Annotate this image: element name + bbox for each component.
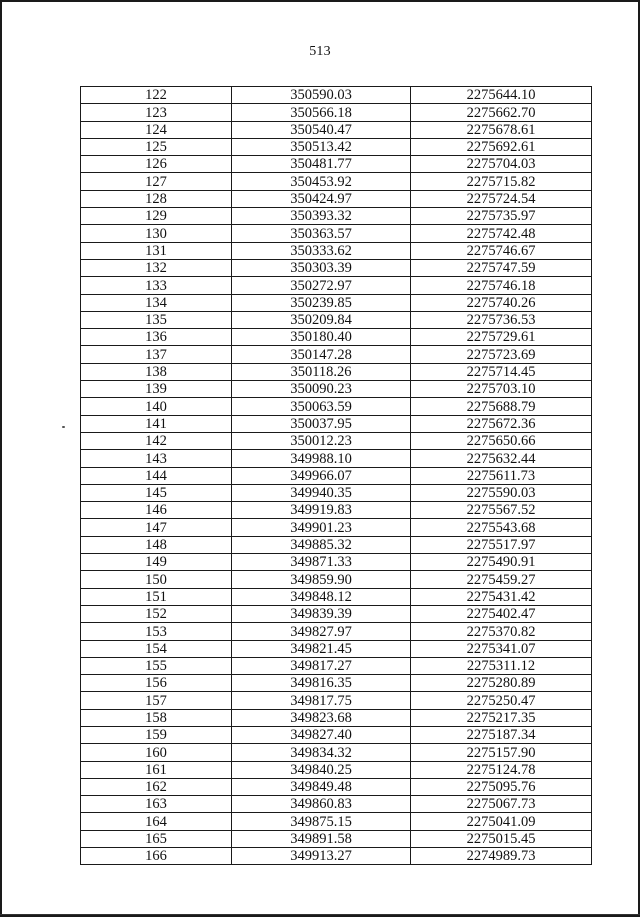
y-coordinate-cell: 2275217.35 bbox=[411, 709, 592, 726]
x-coordinate-cell: 349821.45 bbox=[232, 640, 411, 657]
y-coordinate-cell: 2275431.42 bbox=[411, 588, 592, 605]
y-coordinate-cell: 2275688.79 bbox=[411, 398, 592, 415]
point-number-cell: 160 bbox=[81, 744, 232, 761]
table-row bbox=[81, 381, 592, 398]
y-coordinate-cell: 2275124.78 bbox=[411, 761, 592, 778]
y-coordinate-cell: 2275095.76 bbox=[411, 778, 592, 795]
table-row bbox=[81, 104, 592, 121]
table-row bbox=[81, 813, 592, 830]
y-coordinate-cell: 2275724.54 bbox=[411, 190, 592, 207]
x-coordinate-cell: 350209.84 bbox=[232, 311, 411, 328]
x-coordinate-cell: 349816.35 bbox=[232, 675, 411, 692]
y-coordinate-cell: 2275041.09 bbox=[411, 813, 592, 830]
table-row bbox=[81, 848, 592, 865]
table-row bbox=[81, 778, 592, 795]
table-row bbox=[81, 259, 592, 276]
y-coordinate-cell: 2275723.69 bbox=[411, 346, 592, 363]
point-number-cell: 140 bbox=[81, 398, 232, 415]
y-coordinate-cell: 2275746.67 bbox=[411, 242, 592, 259]
y-coordinate-cell: 2275703.10 bbox=[411, 381, 592, 398]
x-coordinate-cell: 350180.40 bbox=[232, 329, 411, 346]
table-row bbox=[81, 450, 592, 467]
y-coordinate-cell: 2275370.82 bbox=[411, 623, 592, 640]
table-row bbox=[81, 692, 592, 709]
table-row bbox=[81, 519, 592, 536]
table-row bbox=[81, 675, 592, 692]
coordinates-table-body bbox=[81, 87, 592, 865]
y-coordinate-cell: 2275015.45 bbox=[411, 830, 592, 847]
table-row bbox=[81, 242, 592, 259]
point-number-cell: 164 bbox=[81, 813, 232, 830]
x-coordinate-cell: 350037.95 bbox=[232, 415, 411, 432]
point-number-cell: 150 bbox=[81, 571, 232, 588]
x-coordinate-cell: 350272.97 bbox=[232, 277, 411, 294]
y-coordinate-cell: 2275704.03 bbox=[411, 156, 592, 173]
x-coordinate-cell: 349840.25 bbox=[232, 761, 411, 778]
x-coordinate-cell: 349919.83 bbox=[232, 502, 411, 519]
table-row bbox=[81, 329, 592, 346]
point-number-cell: 149 bbox=[81, 554, 232, 571]
table-row bbox=[81, 190, 592, 207]
x-coordinate-cell: 349827.97 bbox=[232, 623, 411, 640]
x-coordinate-cell: 349849.48 bbox=[232, 778, 411, 795]
coordinates-table bbox=[80, 86, 592, 865]
point-number-cell: 145 bbox=[81, 484, 232, 501]
y-coordinate-cell: 2275662.70 bbox=[411, 104, 592, 121]
table-row bbox=[81, 415, 592, 432]
x-coordinate-cell: 350393.32 bbox=[232, 208, 411, 225]
point-number-cell: 131 bbox=[81, 242, 232, 259]
point-number-cell: 127 bbox=[81, 173, 232, 190]
table-row bbox=[81, 744, 592, 761]
y-coordinate-cell: 2275714.45 bbox=[411, 363, 592, 380]
table-row bbox=[81, 502, 592, 519]
x-coordinate-cell: 349834.32 bbox=[232, 744, 411, 761]
x-coordinate-cell: 350147.28 bbox=[232, 346, 411, 363]
x-coordinate-cell: 350333.62 bbox=[232, 242, 411, 259]
scan-speck bbox=[62, 426, 65, 428]
table-row bbox=[81, 121, 592, 138]
point-number-cell: 146 bbox=[81, 502, 232, 519]
point-number-cell: 156 bbox=[81, 675, 232, 692]
x-coordinate-cell: 350540.47 bbox=[232, 121, 411, 138]
y-coordinate-cell: 2275402.47 bbox=[411, 605, 592, 622]
point-number-cell: 137 bbox=[81, 346, 232, 363]
table-row bbox=[81, 709, 592, 726]
point-number-cell: 154 bbox=[81, 640, 232, 657]
point-number-cell: 161 bbox=[81, 761, 232, 778]
y-coordinate-cell: 2275611.73 bbox=[411, 467, 592, 484]
x-coordinate-cell: 349891.58 bbox=[232, 830, 411, 847]
x-coordinate-cell: 349885.32 bbox=[232, 536, 411, 553]
x-coordinate-cell: 350090.23 bbox=[232, 381, 411, 398]
y-coordinate-cell: 2275187.34 bbox=[411, 726, 592, 743]
point-number-cell: 162 bbox=[81, 778, 232, 795]
point-number-cell: 136 bbox=[81, 329, 232, 346]
x-coordinate-cell: 350481.77 bbox=[232, 156, 411, 173]
y-coordinate-cell: 2275341.07 bbox=[411, 640, 592, 657]
table-row bbox=[81, 432, 592, 449]
y-coordinate-cell: 2274989.73 bbox=[411, 848, 592, 865]
x-coordinate-cell: 349901.23 bbox=[232, 519, 411, 536]
y-coordinate-cell: 2275735.97 bbox=[411, 208, 592, 225]
y-coordinate-cell: 2275736.53 bbox=[411, 311, 592, 328]
point-number-cell: 133 bbox=[81, 277, 232, 294]
x-coordinate-cell: 350363.57 bbox=[232, 225, 411, 242]
point-number-cell: 166 bbox=[81, 848, 232, 865]
table-row bbox=[81, 536, 592, 553]
y-coordinate-cell: 2275746.18 bbox=[411, 277, 592, 294]
point-number-cell: 165 bbox=[81, 830, 232, 847]
table-row bbox=[81, 225, 592, 242]
x-coordinate-cell: 350063.59 bbox=[232, 398, 411, 415]
x-coordinate-cell: 349839.39 bbox=[232, 605, 411, 622]
table-row bbox=[81, 363, 592, 380]
table-row bbox=[81, 138, 592, 155]
table-row bbox=[81, 467, 592, 484]
y-coordinate-cell: 2275632.44 bbox=[411, 450, 592, 467]
y-coordinate-cell: 2275590.03 bbox=[411, 484, 592, 501]
x-coordinate-cell: 349940.35 bbox=[232, 484, 411, 501]
table-row bbox=[81, 605, 592, 622]
x-coordinate-cell: 350303.39 bbox=[232, 259, 411, 276]
x-coordinate-cell: 349859.90 bbox=[232, 571, 411, 588]
x-coordinate-cell: 350118.26 bbox=[232, 363, 411, 380]
x-coordinate-cell: 350453.92 bbox=[232, 173, 411, 190]
point-number-cell: 124 bbox=[81, 121, 232, 138]
table-row bbox=[81, 623, 592, 640]
table-row bbox=[81, 830, 592, 847]
point-number-cell: 128 bbox=[81, 190, 232, 207]
y-coordinate-cell: 2275067.73 bbox=[411, 796, 592, 813]
point-number-cell: 158 bbox=[81, 709, 232, 726]
y-coordinate-cell: 2275311.12 bbox=[411, 657, 592, 674]
y-coordinate-cell: 2275490.91 bbox=[411, 554, 592, 571]
point-number-cell: 157 bbox=[81, 692, 232, 709]
point-number-cell: 122 bbox=[81, 87, 232, 104]
x-coordinate-cell: 349817.27 bbox=[232, 657, 411, 674]
point-number-cell: 139 bbox=[81, 381, 232, 398]
table-row bbox=[81, 294, 592, 311]
point-number-cell: 155 bbox=[81, 657, 232, 674]
x-coordinate-cell: 349848.12 bbox=[232, 588, 411, 605]
table-row bbox=[81, 346, 592, 363]
x-coordinate-cell: 349871.33 bbox=[232, 554, 411, 571]
bottom-rule bbox=[0, 914, 640, 915]
y-coordinate-cell: 2275747.59 bbox=[411, 259, 592, 276]
point-number-cell: 123 bbox=[81, 104, 232, 121]
table-row bbox=[81, 208, 592, 225]
point-number-cell: 129 bbox=[81, 208, 232, 225]
y-coordinate-cell: 2275543.68 bbox=[411, 519, 592, 536]
point-number-cell: 135 bbox=[81, 311, 232, 328]
y-coordinate-cell: 2275672.36 bbox=[411, 415, 592, 432]
point-number-cell: 141 bbox=[81, 415, 232, 432]
x-coordinate-cell: 349817.75 bbox=[232, 692, 411, 709]
point-number-cell: 152 bbox=[81, 605, 232, 622]
y-coordinate-cell: 2275280.89 bbox=[411, 675, 592, 692]
point-number-cell: 125 bbox=[81, 138, 232, 155]
table-row bbox=[81, 571, 592, 588]
y-coordinate-cell: 2275250.47 bbox=[411, 692, 592, 709]
y-coordinate-cell: 2275715.82 bbox=[411, 173, 592, 190]
table-row bbox=[81, 173, 592, 190]
table-row bbox=[81, 484, 592, 501]
point-number-cell: 142 bbox=[81, 432, 232, 449]
y-coordinate-cell: 2275650.66 bbox=[411, 432, 592, 449]
point-number-cell: 163 bbox=[81, 796, 232, 813]
point-number-cell: 138 bbox=[81, 363, 232, 380]
x-coordinate-cell: 349966.07 bbox=[232, 467, 411, 484]
x-coordinate-cell: 349823.68 bbox=[232, 709, 411, 726]
x-coordinate-cell: 349988.10 bbox=[232, 450, 411, 467]
x-coordinate-cell: 350012.23 bbox=[232, 432, 411, 449]
point-number-cell: 153 bbox=[81, 623, 232, 640]
point-number-cell: 159 bbox=[81, 726, 232, 743]
table-row bbox=[81, 588, 592, 605]
y-coordinate-cell: 2275157.90 bbox=[411, 744, 592, 761]
x-coordinate-cell: 349827.40 bbox=[232, 726, 411, 743]
y-coordinate-cell: 2275517.97 bbox=[411, 536, 592, 553]
y-coordinate-cell: 2275459.27 bbox=[411, 571, 592, 588]
x-coordinate-cell: 349913.27 bbox=[232, 848, 411, 865]
x-coordinate-cell: 350513.42 bbox=[232, 138, 411, 155]
point-number-cell: 144 bbox=[81, 467, 232, 484]
table-row bbox=[81, 657, 592, 674]
table-row bbox=[81, 554, 592, 571]
point-number-cell: 148 bbox=[81, 536, 232, 553]
x-coordinate-cell: 350424.97 bbox=[232, 190, 411, 207]
y-coordinate-cell: 2275740.26 bbox=[411, 294, 592, 311]
point-number-cell: 134 bbox=[81, 294, 232, 311]
x-coordinate-cell: 350239.85 bbox=[232, 294, 411, 311]
table-row bbox=[81, 640, 592, 657]
x-coordinate-cell: 349875.15 bbox=[232, 813, 411, 830]
page-number: 513 bbox=[309, 44, 331, 59]
x-coordinate-cell: 350566.18 bbox=[232, 104, 411, 121]
point-number-cell: 143 bbox=[81, 450, 232, 467]
table-row bbox=[81, 796, 592, 813]
point-number-cell: 126 bbox=[81, 156, 232, 173]
y-coordinate-cell: 2275692.61 bbox=[411, 138, 592, 155]
point-number-cell: 130 bbox=[81, 225, 232, 242]
x-coordinate-cell: 349860.83 bbox=[232, 796, 411, 813]
point-number-cell: 147 bbox=[81, 519, 232, 536]
table-row bbox=[81, 761, 592, 778]
y-coordinate-cell: 2275678.61 bbox=[411, 121, 592, 138]
table-row bbox=[81, 87, 592, 104]
table-row bbox=[81, 398, 592, 415]
x-coordinate-cell: 350590.03 bbox=[232, 87, 411, 104]
table-row bbox=[81, 156, 592, 173]
point-number-cell: 132 bbox=[81, 259, 232, 276]
y-coordinate-cell: 2275742.48 bbox=[411, 225, 592, 242]
table-row bbox=[81, 277, 592, 294]
point-number-cell: 151 bbox=[81, 588, 232, 605]
y-coordinate-cell: 2275729.61 bbox=[411, 329, 592, 346]
table-row bbox=[81, 726, 592, 743]
table-row bbox=[81, 311, 592, 328]
y-coordinate-cell: 2275567.52 bbox=[411, 502, 592, 519]
y-coordinate-cell: 2275644.10 bbox=[411, 87, 592, 104]
